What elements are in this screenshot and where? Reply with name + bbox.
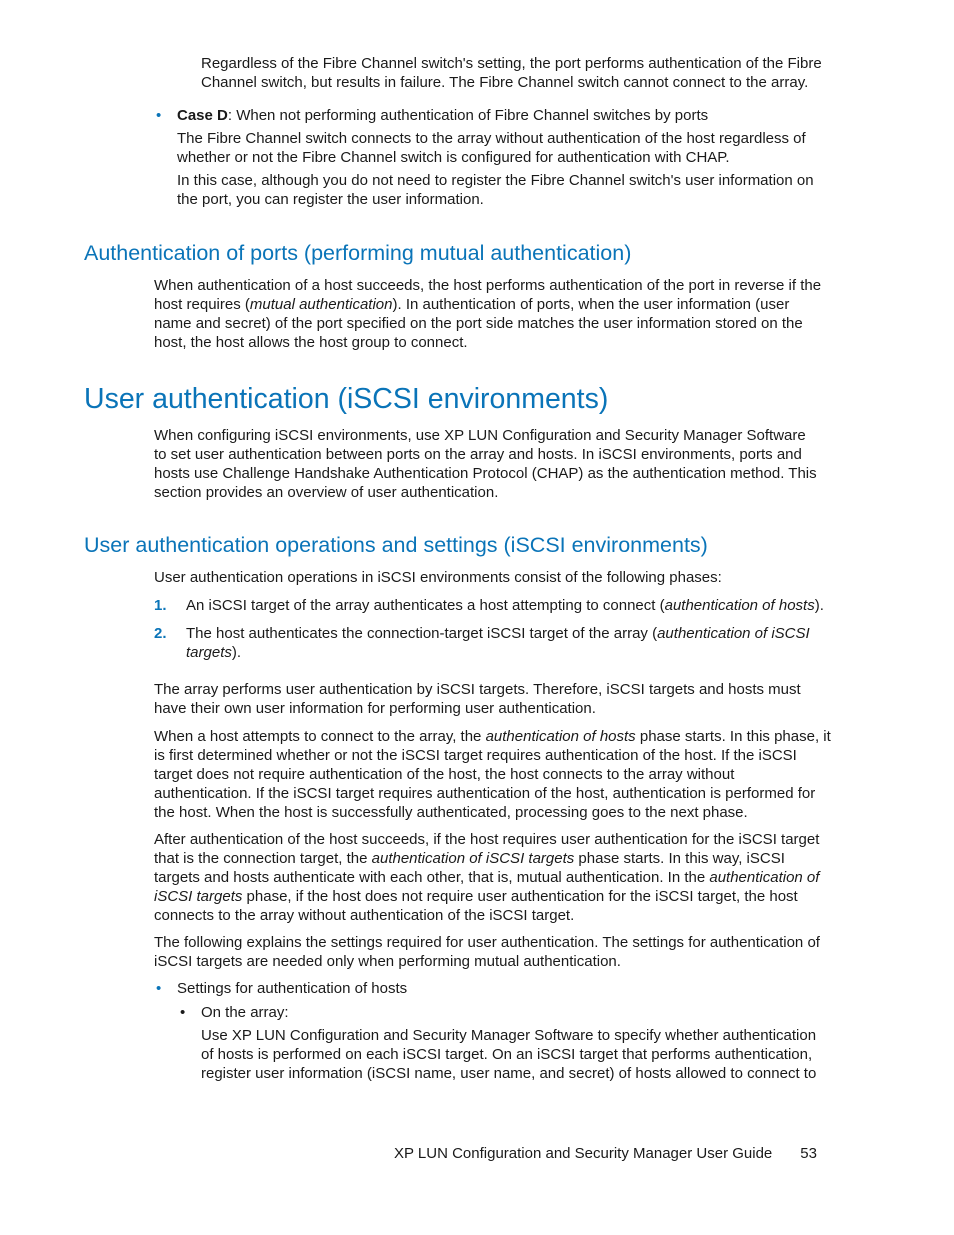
sub-bullet-icon: • [180,1004,186,1021]
step-2-emphasis: authentication of iSCSI targets [186,625,810,661]
operations-paragraph-1 [154,680,832,718]
sub-bullet-paragraph-text: Use XP LUN Configuration and Security Manager Software to specify whether authentication of hosts is performed on each iSCSI target. On an iSCSI target that performs authentication, register user information (iSCSI name, user name, and secret) of hosts allowed to connect to [201,1027,817,1082]
mutual-auth-paragraph [154,276,830,352]
mutual-auth-emphasis: mutual authentication [249,296,393,313]
case-d-line [177,106,837,125]
bullet-settings-hosts [177,979,817,998]
footer-title: XP LUN Configuration and Security Manager User Guide [394,1145,773,1162]
step-1-number: 1. [154,597,167,614]
step-1-text-b: ). [814,597,824,614]
operations-p2-text [154,727,832,822]
bullet-icon: • [156,980,162,997]
sub-bullet-on-array [201,1003,821,1022]
heading-user-authentication: User authentication (iSCSI environments) [84,383,609,415]
operations-intro-text: User authentication operations in iSCSI environments consist of the following phases: [154,569,722,586]
heading-operations-settings: User authentication operations and settings (iSCSI environments) [84,533,708,557]
page-number: 53 [800,1145,817,1162]
mutual-auth-text-b: ). In authentication of ports, when the user information (user name and secret) of the port specified on the port side matches the user information stored on the host, the host allows the host group to connect. [154,296,803,351]
operations-p3-text [154,830,832,925]
step-2-number: 2. [154,625,167,642]
operations-p2-emphasis: authentication of hosts [485,728,636,745]
step-2-text-a: The host authenticates the connection-target iSCSI target of the array ( [186,625,658,642]
bullet-icon: • [156,107,162,124]
step-1-text-a: An iSCSI target of the array authenticates a host attempting to connect ( [186,597,665,614]
mutual-auth-text [154,276,830,352]
user-auth-paragraph [154,426,818,502]
operations-p4-text: The following explains the settings required for user authentication. The settings for authentication of iSCSI targets are needed only when performing mutual authentication. [154,934,820,970]
operations-p2-text-b: phase starts. In this phase, it is first determined whether or not the iSCSI target requires authentication of the host. If the iSCSI target does not require authentication of the host, the host connects to the array without authentication. If the iSCSI target requires authentication of the host, authentication is performed for the host. When the host is successfully authenticated, processing goes to the next phase. [154,728,831,821]
bullet-settings-hosts-text: Settings for authentication of hosts [177,980,408,997]
page-footer [394,1144,817,1163]
operations-paragraph-2 [154,727,832,822]
step-1-emphasis: authentication of hosts [664,597,815,614]
case-d-p2-text: In this case, although you do not need to register the Fibre Channel switch's user information on the port, you can register the user information. [177,172,814,208]
operations-p3-emphasis-2: authentication of iSCSI targets [154,869,820,905]
step-1 [186,596,836,615]
heading-mutual-authentication: Authentication of ports (performing mutual authentication) [84,241,632,265]
operations-p3-text-c: phase, if the host does not require user authentication for the iSCSI target, the host connects to the array without authentication of the iSCSI target. [154,888,798,924]
operations-paragraph-3 [154,830,832,925]
case-d-paragraph-2 [177,171,827,209]
operations-p3-text-b: phase starts. In this way, iSCSI targets and hosts authenticate with each other, that is, mutual authentication. In the [154,850,785,886]
operations-paragraph-4 [154,933,830,971]
case-d-text: : When not performing authentication of Fibre Channel switches by ports [227,107,709,124]
step-2-text-b: ). [231,644,242,661]
case-d-item [177,106,837,125]
intro-paragraph [201,54,831,92]
sub-bullet-on-array-text: On the array: [201,1004,289,1021]
operations-p1-text: The array performs user authentication by iSCSI targets. Therefore, iSCSI targets and hosts must have their own user information for performing user authentication. [154,681,801,717]
operations-p2-text-a: When a host attempts to connect to the array, the [154,728,486,745]
operations-p3-text-a: After authentication of the host succeeds, if the host requires user authentication for the iSCSI target that is the connection target, the [154,831,820,867]
operations-p3-emphasis-1: authentication of iSCSI targets [371,850,575,867]
case-d-paragraph-1 [177,129,827,167]
step-2 [186,624,816,662]
sub-bullet-paragraph [201,1026,829,1083]
intro-text: Regardless of the Fibre Channel switch's setting, the port performs authentication of the Fibre Channel switch, but results in failure. The Fibre Channel switch cannot connect to the array. [201,55,822,91]
mutual-auth-text-a: When authentication of a host succeeds, the host performs authentication of the port in reverse if the host requires ( [154,277,822,313]
user-auth-text: When configuring iSCSI environments, use XP LUN Configuration and Security Manager Software to set user authentication between ports on the array and hosts. In iSCSI environments, ports and hosts use Challenge Handshake Authentication Protocol (CHAP) as the authentication method. This section provides an overview of user authentication. [154,427,817,501]
step-1-text [186,596,836,615]
case-d-p1-text: The Fibre Channel switch connects to the array without authentication of the host regardless of whether or not the Fibre Channel switch is configured for authentication with CHAP. [177,130,806,166]
operations-intro [154,568,830,587]
case-d-label: Case D [177,107,228,124]
step-2-text [186,624,816,662]
